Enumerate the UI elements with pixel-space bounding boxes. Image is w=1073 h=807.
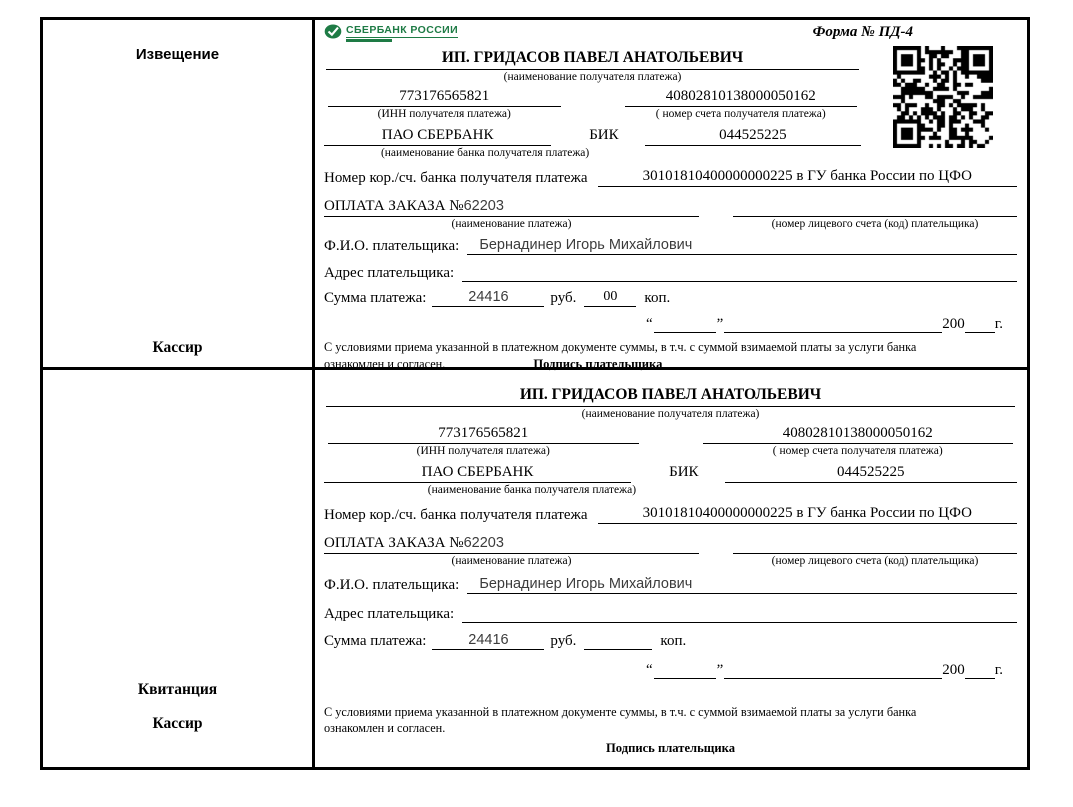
amount-label: Сумма платежа: [324,633,427,649]
recipient-name: ИП. ГРИДАСОВ ПАВЕЛ АНАТОЛЬЕВИЧ [326,386,1015,407]
bik-value: 044525225 [645,127,861,146]
year-suffix: г. [994,662,1003,678]
payment-name-line [324,197,699,217]
personal-account-caption: (номер лицевого счета (код) плательщика) [771,218,979,230]
payer-name-label: Ф.И.О. плательщика: [324,238,460,254]
bik-label: БИК [669,464,699,480]
kop-label: коп. [660,633,687,649]
amount-kop-value: 00 [584,289,636,307]
date-line: “ ” 200 г. [645,662,1003,678]
corr-account-label: Номер кор./сч. банка получателя платежа [324,170,588,186]
year-suffix: г. [994,316,1003,332]
payer-name-value: Бернадинер Игорь Михайлович [467,576,1017,594]
payment-name-line [324,534,699,554]
personal-account-line [733,534,1017,554]
date-year-line [965,678,995,679]
bank-logo-subtext [346,39,392,42]
payer-address-label: Адрес плательщика: [324,265,455,281]
payment-form-pd4 [40,17,1030,770]
payment-name-prefix: ОПЛАТА ЗАКАЗА № [324,535,464,551]
qr-code [893,46,993,148]
year-prefix: 200 [942,662,965,678]
payer-name-label: Ф.И.О. плательщика: [324,577,460,593]
rub-label: руб. [550,290,577,306]
account-value: 40802810138000050162 [703,425,1014,444]
sberbank-logo [324,24,458,42]
receipt-form-panel [315,370,1027,767]
kop-label: коп. [644,290,671,306]
date-year-line [965,332,995,333]
recipient-caption: (наименование получателя платежа) [581,408,760,420]
bank-name-value: ПАО СБЕРБАНК [324,127,551,146]
terms-text: С условиями приема указанной в платежном документе суммы, в т.ч. с суммой взимаемой платы за услуги банка ознакомлен и согласен. Подпись плательщика [324,705,1017,756]
account-value: 40802810138000050162 [625,88,858,107]
payer-name-value: Бернадинер Игорь Михайлович [467,237,1017,255]
order-number-value: 62203 [463,198,504,214]
notice-side-panel [43,20,315,370]
account-caption: ( номер счета получателя платежа) [772,445,943,457]
account-caption: ( номер счета получателя платежа) [655,108,826,120]
payment-name-caption: (наименование платежа) [451,555,572,567]
payer-address-label: Адрес плательщика: [324,606,455,622]
amount-rub-value: 24416 [432,289,544,307]
inn-caption: (ИНН получателя платежа) [416,445,550,457]
bik-label: БИК [589,127,619,143]
receipt-side-panel [43,370,315,767]
payment-name-prefix: ОПЛАТА ЗАКАЗА № [324,198,464,214]
date-day-line [654,678,716,679]
payer-signature-label: Подпись плательщика [533,356,663,371]
corr-account-value: 30101810400000000225 в ГУ банка России по ЦФО [598,505,1017,524]
payer-address-line [462,603,1017,623]
bank-caption: (наименование банка получателя платежа) [380,147,590,159]
notice-form-panel [315,20,1027,370]
cashier-label: Кассир [152,715,203,732]
terms-text: С условиями приема указанной в платежном документе суммы, в т.ч. с суммой взимаемой платы за услуги банка ознакомлен и согласен. Подпись плательщика [324,340,917,371]
year-prefix: 200 [942,316,965,332]
corr-account-value: 30101810400000000225 в ГУ банка России по ЦФО [598,168,1017,187]
receipt-label: Квитанция [137,681,218,698]
inn-value: 773176565821 [328,425,639,444]
amount-kop-line [584,648,652,650]
payer-address-line [462,262,1017,282]
date-month-line [724,678,942,679]
cashier-label: Кассир [152,339,203,356]
recipient-name: ИП. ГРИДАСОВ ПАВЕЛ АНАТОЛЬЕВИЧ [326,49,859,70]
amount-label: Сумма платежа: [324,290,427,306]
date-month-line [724,332,942,333]
bank-caption: (наименование банка получателя платежа) [427,484,637,496]
form-header [324,24,1017,48]
form-number-label: Форма № ПД-4 [812,24,913,40]
date-line: “ ” 200 г. [645,316,1003,332]
payment-name-caption: (наименование платежа) [451,218,572,230]
amount-rub-value: 24416 [432,632,544,650]
bik-value: 044525225 [725,464,1017,483]
personal-account-caption: (номер лицевого счета (код) плательщика) [771,555,979,567]
bank-logo-text: СБЕРБАНК РОССИИ [346,24,459,36]
inn-value: 773176565821 [328,88,561,107]
payer-signature-label: Подпись плательщика [605,740,736,755]
order-number-value: 62203 [463,535,504,551]
corr-account-label: Номер кор./сч. банка получателя платежа [324,507,588,523]
recipient-caption: (наименование получателя платежа) [503,71,682,83]
rub-label: руб. [550,633,577,649]
bank-name-value: ПАО СБЕРБАНК [324,464,631,483]
inn-caption: (ИНН получателя платежа) [377,108,511,120]
date-day-line [654,332,716,333]
notice-label: Извещение [135,46,220,63]
sberbank-logo-icon [324,24,342,39]
personal-account-line [733,197,1017,217]
